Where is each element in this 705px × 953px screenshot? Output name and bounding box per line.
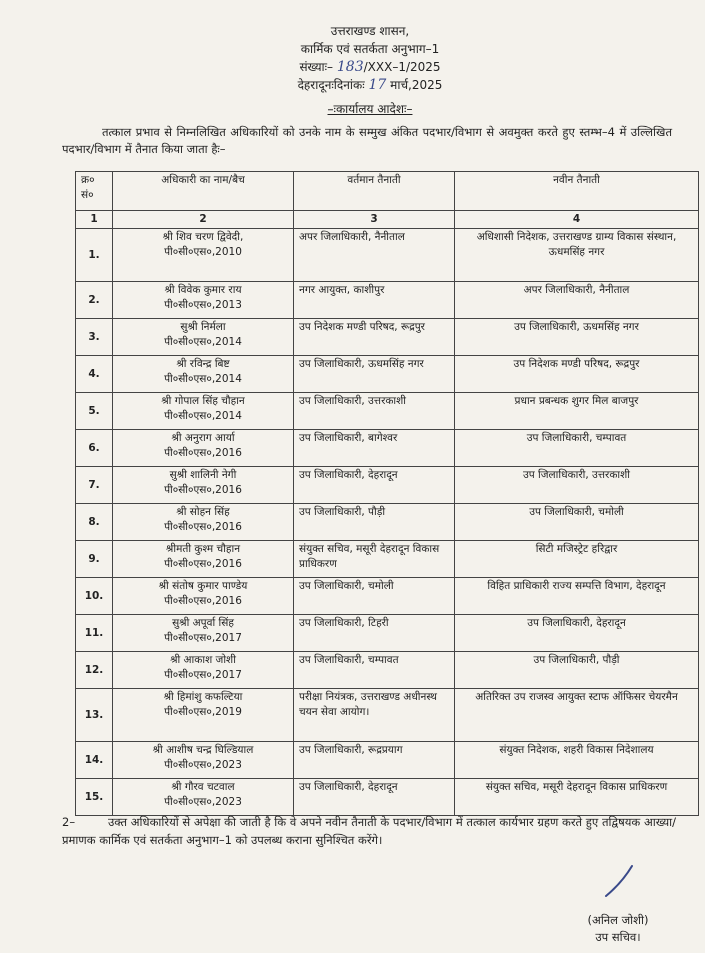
officer-cell [113, 742, 294, 779]
officer-name: श्री शिव चरण द्विवेदी, [162, 231, 244, 243]
new-posting: उप जिलाधिकारी, चमोली [455, 504, 699, 541]
department-name: कार्मिक एवं सतर्कता अनुभाग–1 [300, 42, 440, 56]
column-number-row [76, 211, 699, 229]
new-posting: विहित प्राधिकारी राज्य सम्पत्ति विभाग, देहरादून [455, 578, 699, 615]
date-suffix: मार्च,2025 [390, 78, 443, 92]
table-row [76, 742, 699, 779]
officer-cell [113, 578, 294, 615]
new-posting: उप जिलाधिकारी, चम्पावत [455, 430, 699, 467]
reference-number [250, 58, 490, 76]
officer-name: श्री गोपाल सिंह चौहान [161, 395, 245, 407]
new-posting: सिटी मजिस्ट्रेट हरिद्वार [455, 541, 699, 578]
officer-cell [113, 467, 294, 504]
officer-cell [113, 393, 294, 430]
table-row [76, 615, 699, 652]
officer-cell [113, 779, 294, 816]
table-row [76, 578, 699, 615]
current-posting: उप जिलाधिकारी, पौड़ी [294, 504, 455, 541]
serial-number: 3. [76, 319, 113, 356]
header-new-posting: नवीन तैनाती [455, 172, 699, 211]
officer-cell [113, 319, 294, 356]
new-posting: उप जिलाधिकारी, उत्तरकाशी [455, 467, 699, 504]
new-posting: उप निदेशक मण्डी परिषद, रूद्रपुर [455, 356, 699, 393]
serial-number: 11. [76, 615, 113, 652]
table-header-row [76, 172, 699, 211]
table-row [76, 229, 699, 282]
officer-name: श्री विवेक कुमार राय [164, 284, 242, 296]
officer-name: श्री अनुराग आर्या [171, 432, 235, 444]
header-current-posting: वर्तमान तैनाती [294, 172, 455, 211]
new-posting: उप जिलाधिकारी, पौड़ी [455, 652, 699, 689]
officer-batch: पी०सी०एस०,2016 [164, 595, 242, 607]
officer-name: श्री गौरव चटवाल [171, 781, 235, 793]
paragraph-number: 2– [62, 815, 76, 829]
order-date [250, 76, 490, 94]
current-posting: उप जिलाधिकारी, देहरादून [294, 467, 455, 504]
signature-mark [600, 862, 640, 902]
officer-name: सुश्री निर्मला [180, 321, 226, 333]
officer-batch: पी०सी०एस०,2014 [164, 410, 242, 422]
officer-batch: पी०सी०एस०,2016 [164, 558, 242, 570]
new-posting: उप जिलाधिकारी, ऊधमसिंह नगर [455, 319, 699, 356]
date-label: देहरादूनःदिनांकः [297, 78, 365, 92]
new-posting: संयुक्त सचिव, मसूरी देहरादून विकास प्राधिकरण [455, 779, 699, 816]
officer-name: सुश्री शालिनी नेगी [169, 469, 237, 481]
transfer-table [75, 171, 699, 816]
officer-cell [113, 430, 294, 467]
current-posting: उप जिलाधिकारी, रूद्रप्रयाग [294, 742, 455, 779]
officer-name: श्री आकाश जोशी [170, 654, 236, 666]
current-posting: नगर आयुक्त, काशीपुर [294, 282, 455, 319]
officer-name: श्री संतोष कुमार पाण्डेय [158, 580, 248, 592]
paragraph-text: उक्त अधिकारियों से अपेक्षा की जाती है कि वे अपने नवीन तैनाती के पदभार/विभाग में तत्काल कार्यभार ग्रहण करते हुए तद्विषयक आख्या/प्रमाणक कार्मिक एवं सतर्कता अनुभाग–1 को उपलब्ध कराना सुनिश्चित करेंगे। [62, 815, 676, 847]
serial-number: 2. [76, 282, 113, 319]
signatory-designation: उप सचिव। [595, 930, 641, 944]
table-row [76, 541, 699, 578]
current-posting: उप जिलाधिकारी, टिहरी [294, 615, 455, 652]
instruction-paragraph [62, 813, 676, 849]
table-row [76, 652, 699, 689]
officer-batch: पी०सी०एस०,2014 [164, 373, 242, 385]
table-row [76, 689, 699, 742]
officer-cell [113, 615, 294, 652]
serial-number: 10. [76, 578, 113, 615]
table-row [76, 504, 699, 541]
officer-batch: पी०सी०एस०,2014 [164, 336, 242, 348]
officer-name: श्री हिमांशु कफल्टिया [163, 691, 243, 703]
table-row [76, 467, 699, 504]
header-serial: क्र० सं० [76, 172, 113, 211]
new-posting: संयुक्त निदेशक, शहरी विकास निदेशालय [455, 742, 699, 779]
number-label: संख्याः– [299, 60, 334, 74]
officer-cell [113, 652, 294, 689]
header-officer: अधिकारी का नाम/बैच [113, 172, 294, 211]
serial-number: 15. [76, 779, 113, 816]
officer-cell [113, 689, 294, 742]
officer-batch: पी०सी०एस०,2016 [164, 521, 242, 533]
table-row [76, 356, 699, 393]
current-posting: परीक्षा नियंत्रक, उत्तराखण्ड अधीनस्थ चयन सेवा आयोग। [294, 689, 455, 742]
officer-batch: पी०सी०एस०,2010 [164, 246, 242, 258]
table-row [76, 393, 699, 430]
signatory [568, 912, 668, 946]
officer-cell [113, 229, 294, 282]
current-posting: उप जिलाधिकारी, देहरादून [294, 779, 455, 816]
new-posting: अधिशासी निदेशक, उत्तराखण्ड ग्राम्य विकास संस्थान, ऊधमसिंह नगर [455, 229, 699, 282]
officer-batch: पी०सी०एस०,2017 [164, 632, 242, 644]
officer-cell [113, 282, 294, 319]
signatory-name: (अनिल जोशी) [587, 913, 649, 927]
current-posting: उप जिलाधिकारी, ऊधमसिंह नगर [294, 356, 455, 393]
new-posting: अतिरिक्त उप राजस्व आयुक्त स्टाफ ऑफिसर चेयरमैन [455, 689, 699, 742]
table-row [76, 430, 699, 467]
serial-number: 14. [76, 742, 113, 779]
current-posting: उप जिलाधिकारी, उत्तरकाशी [294, 393, 455, 430]
officer-cell [113, 504, 294, 541]
serial-number: 9. [76, 541, 113, 578]
officer-name: श्री सोहन सिंह [176, 506, 230, 518]
current-posting: उप जिलाधिकारी, बागेश्वर [294, 430, 455, 467]
government-name: उत्तराखण्ड शासन, [330, 24, 410, 38]
serial-number: 8. [76, 504, 113, 541]
serial-number: 6. [76, 430, 113, 467]
number-suffix: /XXX–1/2025 [363, 60, 441, 74]
new-posting: अपर जिलाधिकारी, नैनीताल [455, 282, 699, 319]
serial-number: 5. [76, 393, 113, 430]
officer-batch: पी०सी०एस०,2017 [164, 669, 242, 681]
new-posting: उप जिलाधिकारी, देहरादून [455, 615, 699, 652]
officer-batch: पी०सी०एस०,2023 [164, 796, 242, 808]
serial-number: 13. [76, 689, 113, 742]
officer-batch: पी०सी०एस०,2019 [164, 706, 242, 718]
column-number: 2 [113, 211, 294, 229]
order-title: –ःकार्यालय आदेशः– [327, 102, 413, 116]
current-posting: उप जिलाधिकारी, चमोली [294, 578, 455, 615]
current-posting: उप जिलाधिकारी, चम्पावत [294, 652, 455, 689]
table-row [76, 282, 699, 319]
officer-batch: पी०सी०एस०,2016 [164, 484, 242, 496]
officer-cell [113, 541, 294, 578]
column-number: 4 [455, 211, 699, 229]
new-posting: प्रधान प्रबन्धक शुगर मिल बाजपुर [455, 393, 699, 430]
table-row [76, 319, 699, 356]
officer-name: श्री रविन्द्र बिष्ट [176, 358, 230, 370]
date-handwritten: 17 [368, 77, 387, 93]
serial-number: 4. [76, 356, 113, 393]
officer-name: सुश्री अपूर्वा सिंह [172, 617, 234, 629]
table-body [76, 229, 699, 816]
officer-name: श्रीमती कुश्म चौहान [165, 543, 241, 555]
serial-number: 12. [76, 652, 113, 689]
officer-batch: पी०सी०एस०,2013 [164, 299, 242, 311]
number-handwritten: 183 [336, 59, 364, 75]
column-number: 1 [76, 211, 113, 229]
current-posting: अपर जिलाधिकारी, नैनीताल [294, 229, 455, 282]
current-posting: उप निदेशक मण्डी परिषद, रूद्रपुर [294, 319, 455, 356]
officer-batch: पी०सी०एस०,2023 [164, 759, 242, 771]
officer-name: श्री आशीष चन्द्र घिल्डियाल [152, 744, 254, 756]
officer-batch: पी०सी०एस०,2016 [164, 447, 242, 459]
column-number: 3 [294, 211, 455, 229]
current-posting: संयुक्त सचिव, मसूरी देहरादून विकास प्राधिकरण [294, 541, 455, 578]
serial-number: 7. [76, 467, 113, 504]
serial-number: 1. [76, 229, 113, 282]
officer-cell [113, 356, 294, 393]
table-row [76, 779, 699, 816]
intro-paragraph: तत्काल प्रभाव से निम्नलिखित अधिकारियों को उनके नाम के सम्मुख अंकित पदभार/विभाग से अवमुक्त करते हुए स्तम्भ–4 में उल्लिखित पदभार/विभाग में तैनात किया जाता हैः– [62, 125, 672, 156]
